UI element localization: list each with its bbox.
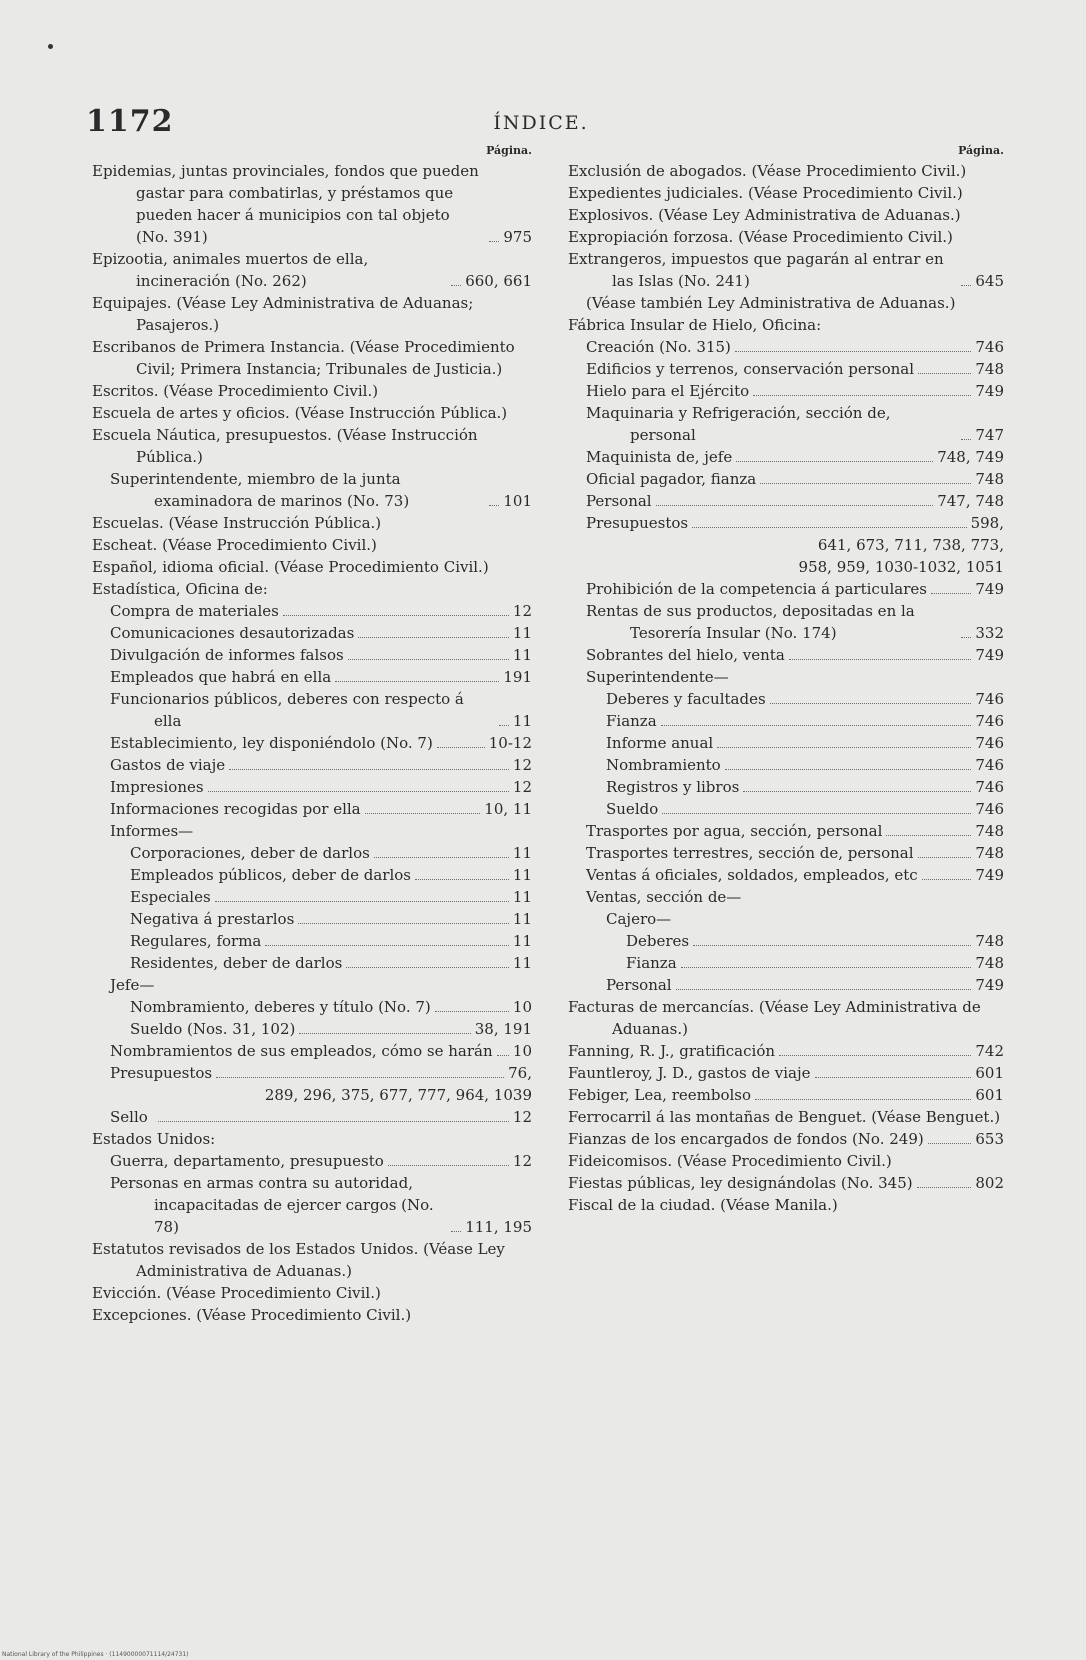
index-entry: [110, 688, 532, 732]
entry-text: Personal: [586, 492, 652, 510]
dot-leader: [346, 967, 509, 968]
entry-text: Personal: [606, 976, 672, 994]
entry-page: 598,: [970, 514, 1004, 532]
dot-leader: [451, 1231, 461, 1232]
index-entry: [110, 1040, 532, 1062]
entry-text: Trasportes por agua, sección, personal: [586, 822, 883, 840]
index-entry: [92, 1128, 532, 1150]
entry-text: Fábrica Insular de Hielo, Oficina:: [568, 316, 822, 334]
entry-text: Nombramiento, deberes y título (No. 7): [130, 998, 431, 1016]
index-entry: [586, 644, 1004, 666]
entry-text: Presupuestos: [110, 1064, 213, 1082]
index-entry: [110, 1172, 532, 1238]
index-entry: [568, 314, 1004, 336]
dot-leader: [489, 241, 499, 242]
dot-leader: [755, 1099, 971, 1100]
entry-page: 76,: [508, 1064, 532, 1082]
index-entry: [586, 842, 1004, 864]
index-entry: [606, 776, 1004, 798]
column-heading-right: Página.: [958, 144, 1004, 157]
dot-leader: [365, 813, 481, 814]
entry-text: Jefe—: [110, 976, 155, 994]
index-entry: [130, 930, 532, 952]
index-entry: [626, 930, 1004, 952]
index-column-right: [568, 142, 1004, 1216]
entry-text: Divulgación de informes falsos: [110, 646, 344, 664]
entry-page: 10, 11: [484, 800, 532, 818]
index-entry: [568, 1194, 1004, 1216]
entry-text: Escuelas. (Véase Instrucción Pública.): [92, 514, 382, 532]
dot-leader: [415, 879, 509, 880]
dot-leader: [229, 769, 509, 770]
entry-page: 746: [975, 338, 1004, 356]
dot-leader: [298, 923, 509, 924]
entry-page: 742: [975, 1042, 1004, 1060]
index-entry: [586, 468, 1004, 490]
page-number: 1172: [86, 104, 174, 139]
dot-leader: [662, 813, 971, 814]
entry-text: Edificios y terrenos, conservación personal: [586, 360, 915, 378]
entry-text: Fianzas de los encargados de fondos (No. 249): [568, 1130, 924, 1148]
entry-page: 748: [975, 360, 1004, 378]
entry-text: Extrangeros, impuestos que pagarán al entrar en las Islas (No. 241): [568, 250, 944, 290]
entry-text: Facturas de mercancías. (Véase Ley Administrativa de Aduanas.): [568, 998, 981, 1038]
index-entry: [110, 974, 532, 996]
index-entry: [130, 864, 532, 886]
entry-page: 653: [975, 1130, 1004, 1148]
index-entry: [222, 1084, 532, 1106]
index-column-left: [92, 142, 532, 1326]
entry-page: 749: [975, 976, 1004, 994]
index-entry: [568, 996, 1004, 1040]
entry-text: Funcionarios públicos, deberes con respecto á ella: [110, 690, 464, 730]
entry-page: 111, 195: [465, 1218, 532, 1236]
index-entry: [110, 622, 532, 644]
entry-text: 641, 673, 711, 738, 773,: [817, 536, 1004, 554]
entry-page: 38, 191: [474, 1020, 532, 1038]
index-entry: [606, 710, 1004, 732]
index-entry: [110, 468, 532, 512]
index-entry: [110, 820, 532, 842]
index-entry: [568, 1172, 1004, 1194]
entry-text: Deberes: [626, 932, 690, 950]
entry-text: Ventas, sección de—: [586, 888, 742, 906]
dot-leader: [760, 483, 971, 484]
dot-leader: [358, 637, 509, 638]
entry-text: Superintendente—: [586, 668, 729, 686]
index-entry: [568, 1084, 1004, 1106]
entry-text: Ferrocarril á las montañas de Benguet. (Véase Benguet.): [568, 1108, 1001, 1126]
dot-leader: [216, 1077, 504, 1078]
entry-page: 11: [512, 624, 532, 642]
dot-leader: [692, 527, 967, 528]
entry-text: Oficial pagador, fianza: [586, 470, 757, 488]
index-entry: [568, 1106, 1004, 1128]
entry-text: Empleados que habrá en ella: [110, 668, 332, 686]
entry-text: Establecimiento, ley disponiéndolo (No. 7): [110, 734, 433, 752]
entry-text: Regulares, forma: [130, 932, 262, 950]
entry-page: 975: [503, 228, 532, 246]
index-entry: [698, 556, 1004, 578]
entry-text: Escuela de artes y oficios. (Véase Instrucción Pública.): [92, 404, 508, 422]
index-entry: [568, 1150, 1004, 1172]
index-entry: [568, 226, 1004, 248]
entry-page: 749: [975, 646, 1004, 664]
entry-page: 12: [512, 778, 532, 796]
dot-leader: [743, 791, 971, 792]
entry-page: 101: [503, 492, 532, 510]
entry-page: 746: [975, 800, 1004, 818]
footer-credit: National Library of the Philippines · (11490000071114/24731): [2, 1651, 189, 1658]
column-heading-left: Página.: [486, 144, 532, 157]
dot-leader: [451, 285, 461, 286]
entry-page: 660, 661: [465, 272, 532, 290]
dot-leader: [348, 659, 509, 660]
dot-leader: [789, 659, 972, 660]
entry-page: 748, 749: [937, 448, 1004, 466]
index-entry: [110, 776, 532, 798]
index-entry: [568, 182, 1004, 204]
index-entry: [626, 952, 1004, 974]
index-entry: [92, 424, 532, 468]
index-entry: [606, 974, 1004, 996]
ink-speck: [48, 44, 53, 49]
entry-text: Epidemias, juntas provinciales, fondos que pueden gastar para combatirlas, y préstamos que pueden hacer á municipios con tal objeto (No. 391): [92, 162, 479, 246]
index-entry: [698, 534, 1004, 556]
dot-leader: [437, 747, 485, 748]
index-entry: [568, 248, 1004, 292]
index-entry: [92, 1304, 532, 1326]
entry-page: 11: [512, 712, 532, 730]
index-entry: [586, 490, 1004, 512]
index-entry: [110, 644, 532, 666]
entry-text: Informaciones recogidas por ella: [110, 800, 361, 818]
entry-text: Personas en armas contra su autoridad, incapacitadas de ejercer cargos (No. 78): [110, 1174, 434, 1236]
entry-page: 746: [975, 778, 1004, 796]
index-entry: [92, 336, 532, 380]
entry-page: 749: [975, 382, 1004, 400]
index-entry: [110, 1150, 532, 1172]
index-entry: [130, 952, 532, 974]
dot-leader: [736, 461, 933, 462]
entry-page: 191: [503, 668, 532, 686]
entry-page: 748: [975, 932, 1004, 950]
dot-leader: [770, 703, 972, 704]
dot-leader: [265, 945, 509, 946]
entry-page: 11: [512, 932, 532, 950]
entry-text: Gastos de viaje: [110, 756, 226, 774]
entry-text: Sueldo (Nos. 31, 102): [130, 1020, 296, 1038]
entry-text: Empleados públicos, deber de darlos: [130, 866, 412, 884]
dot-leader: [681, 967, 972, 968]
index-entry: [586, 292, 1004, 314]
dot-leader: [215, 901, 509, 902]
entry-text: Epizootia, animales muertos de ella, incineración (No. 262): [92, 250, 369, 290]
entry-text: Maquinista de, jefe: [586, 448, 733, 466]
index-entry: [586, 864, 1004, 886]
index-entry: [586, 886, 1004, 908]
dot-leader: [917, 1187, 972, 1188]
entry-text: Español, idioma oficial. (Véase Procedimiento Civil.): [92, 558, 489, 576]
entry-page: 11: [512, 888, 532, 906]
entry-text: Febiger, Lea, reembolso: [568, 1086, 752, 1104]
index-entry: [110, 754, 532, 776]
entry-text: Exclusión de abogados. (Véase Procedimiento Civil.): [568, 162, 967, 180]
entry-page: 601: [975, 1064, 1004, 1082]
entry-text: Comunicaciones desautorizadas: [110, 624, 355, 642]
entry-page: 12: [512, 602, 532, 620]
index-entry: [606, 688, 1004, 710]
entry-text: Fianza: [606, 712, 657, 730]
index-entry: [130, 908, 532, 930]
entry-page: 748: [975, 844, 1004, 862]
entry-page: 746: [975, 712, 1004, 730]
entry-text: Fideicomisos. (Véase Procedimiento Civil.): [568, 1152, 892, 1170]
entry-text: Deberes y facultades: [606, 690, 766, 708]
index-entry: [130, 886, 532, 908]
entry-text: 958, 959, 1030-1032, 1051: [798, 558, 1004, 576]
dot-leader: [886, 835, 971, 836]
dot-leader: [374, 857, 509, 858]
entry-text: Estatutos revisados de los Estados Unidos. (Véase Ley Administrativa de Aduanas.): [92, 1240, 505, 1280]
dot-leader: [961, 285, 971, 286]
dot-leader: [931, 593, 971, 594]
entry-page: 11: [512, 844, 532, 862]
dot-leader: [918, 373, 971, 374]
dot-leader: [497, 1055, 509, 1056]
index-entry: [568, 1062, 1004, 1084]
entry-page: 748: [975, 822, 1004, 840]
entry-page: 748: [975, 954, 1004, 972]
index-entry: [92, 512, 532, 534]
index-entry: [92, 556, 532, 578]
entry-text: Guerra, departamento, presupuesto: [110, 1152, 384, 1170]
entry-text: Trasportes terrestres, sección de, personal: [586, 844, 914, 862]
entry-text: Nombramiento: [606, 756, 721, 774]
entries-left: [92, 160, 532, 1326]
entry-text: Superintendente, miembro de la junta examinadora de marinos (No. 73): [110, 470, 410, 510]
entry-text: Sobrantes del hielo, venta: [586, 646, 785, 664]
index-entry: [110, 1106, 532, 1128]
dot-leader: [918, 857, 972, 858]
running-head: ÍNDICE.: [493, 112, 589, 134]
entry-text: Equipajes. (Véase Ley Administrativa de Aduanas; Pasajeros.): [92, 294, 474, 334]
entry-page: 11: [512, 866, 532, 884]
dot-leader: [815, 1077, 972, 1078]
entries-right: [568, 160, 1004, 1216]
entry-page: 601: [975, 1086, 1004, 1104]
entry-text: Presupuestos: [586, 514, 689, 532]
entry-text: Sello: [110, 1108, 148, 1126]
dot-leader: [922, 879, 972, 880]
index-entry: [110, 732, 532, 754]
entry-text: Creación (No. 315): [586, 338, 731, 356]
index-entry: [586, 336, 1004, 358]
dot-leader: [656, 505, 934, 506]
entry-text: Prohibición de la competencia á particulares: [586, 580, 927, 598]
entry-text: Compra de materiales: [110, 602, 279, 620]
entry-text: Expropiación forzosa. (Véase Procedimiento Civil.): [568, 228, 953, 246]
index-entry: [568, 1128, 1004, 1150]
entry-text: Impresiones: [110, 778, 204, 796]
entry-page: 12: [512, 1108, 532, 1126]
entry-text: 289, 296, 375, 677, 777, 964, 1039: [264, 1086, 532, 1104]
entry-text: Cajero—: [606, 910, 672, 928]
entry-page: 746: [975, 734, 1004, 752]
entry-text: Rentas de sus productos, depositadas en la Tesorería Insular (No. 174): [586, 602, 915, 642]
dot-leader: [928, 1143, 972, 1144]
index-entry: [586, 820, 1004, 842]
index-entry: [586, 402, 1004, 446]
entry-page: 11: [512, 954, 532, 972]
index-entry: [92, 1282, 532, 1304]
entry-text: Informes—: [110, 822, 194, 840]
entry-text: Residentes, deber de darlos: [130, 954, 343, 972]
dot-leader: [299, 1033, 470, 1034]
entry-text: Fanning, R. J., gratificación: [568, 1042, 776, 1060]
dot-leader: [335, 681, 499, 682]
entry-text: Ventas á oficiales, soldados, empleados, etc: [586, 866, 918, 884]
entry-page: 12: [512, 1152, 532, 1170]
index-entry: [586, 358, 1004, 380]
dot-leader: [499, 725, 509, 726]
entry-page: 12: [512, 756, 532, 774]
index-entry: [586, 512, 1004, 534]
page-header: [86, 104, 996, 144]
entry-page: 10: [512, 1042, 532, 1060]
index-entry: [92, 402, 532, 424]
index-entry: [110, 1062, 532, 1084]
entry-page: 746: [975, 756, 1004, 774]
entry-page: 11: [512, 910, 532, 928]
entry-text: Expedientes judiciales. (Véase Procedimiento Civil.): [568, 184, 963, 202]
entry-page: 746: [975, 690, 1004, 708]
entry-page: 10: [512, 998, 532, 1016]
index-entry: [92, 578, 532, 600]
entry-text: Fiscal de la ciudad. (Véase Manila.): [568, 1196, 838, 1214]
entry-text: Hielo para el Ejército: [586, 382, 750, 400]
index-entry: [130, 842, 532, 864]
entry-text: Fiestas públicas, ley designándolas (No. 345): [568, 1174, 913, 1192]
index-entry: [92, 292, 532, 336]
entry-text: Sueldo: [606, 800, 659, 818]
index-entry: [586, 446, 1004, 468]
index-entry: [586, 666, 1004, 688]
entry-page: 332: [975, 624, 1004, 642]
entry-page: 645: [975, 272, 1004, 290]
entry-text: Fianza: [626, 954, 677, 972]
index-entry: [92, 160, 532, 248]
index-entry: [92, 248, 532, 292]
entry-text: Negativa á prestarlos: [130, 910, 295, 928]
dot-leader: [725, 769, 972, 770]
entry-text: Maquinaria y Refrigeración, sección de, personal: [586, 404, 891, 444]
dot-leader: [208, 791, 509, 792]
entry-text: Evicción. (Véase Procedimiento Civil.): [92, 1284, 381, 1302]
entry-page: 749: [975, 580, 1004, 598]
index-entry: [606, 754, 1004, 776]
dot-leader: [779, 1055, 971, 1056]
dot-leader: [661, 725, 972, 726]
entry-text: Escribanos de Primera Instancia. (Véase Procedimiento Civil; Primera Instancia; Tribunales de Justicia.): [92, 338, 515, 378]
index-entry: [606, 908, 1004, 930]
entry-page: 10-12: [488, 734, 532, 752]
index-entry: [606, 732, 1004, 754]
dot-leader: [693, 945, 971, 946]
index-entry: [586, 578, 1004, 600]
entry-text: Registros y libros: [606, 778, 740, 796]
index-entry: [586, 600, 1004, 644]
index-entry: [568, 204, 1004, 226]
entry-text: Informe anual: [606, 734, 714, 752]
index-entry: [110, 798, 532, 820]
entry-page: 749: [975, 866, 1004, 884]
index-entry: [586, 380, 1004, 402]
entry-text: Excepciones. (Véase Procedimiento Civil.): [92, 1306, 412, 1324]
dot-leader: [717, 747, 971, 748]
index-entry: [92, 380, 532, 402]
entry-text: Corporaciones, deber de darlos: [130, 844, 370, 862]
entry-text: Escheat. (Véase Procedimiento Civil.): [92, 536, 377, 554]
index-entry: [568, 160, 1004, 182]
entry-text: Estados Unidos:: [92, 1130, 216, 1148]
dot-leader: [158, 1121, 509, 1122]
dot-leader: [676, 989, 972, 990]
entry-text: Escritos. (Véase Procedimiento Civil.): [92, 382, 379, 400]
entry-text: Nombramientos de sus empleados, cómo se harán: [110, 1042, 493, 1060]
index-entry: [568, 1040, 1004, 1062]
entry-text: Especiales: [130, 888, 211, 906]
entry-text: Estadística, Oficina de:: [92, 580, 268, 598]
entry-page: 802: [975, 1174, 1004, 1192]
entry-text: Fauntleroy, J. D., gastos de viaje: [568, 1064, 811, 1082]
dot-leader: [489, 505, 499, 506]
dot-leader: [283, 615, 509, 616]
dot-leader: [735, 351, 971, 352]
entry-page: 748: [975, 470, 1004, 488]
index-entry: [606, 798, 1004, 820]
dot-leader: [388, 1165, 509, 1166]
dot-leader: [961, 439, 971, 440]
dot-leader: [753, 395, 971, 396]
index-entry: [110, 666, 532, 688]
entry-text: Escuela Náutica, presupuestos. (Véase Instrucción Pública.): [92, 426, 478, 466]
index-entry: [92, 1238, 532, 1282]
dot-leader: [961, 637, 971, 638]
index-entry: [92, 534, 532, 556]
entry-page: 747: [975, 426, 1004, 444]
dot-leader: [435, 1011, 509, 1012]
index-entry: [110, 600, 532, 622]
entry-page: 11: [512, 646, 532, 664]
entry-text: Explosivos. (Véase Ley Administrativa de Aduanas.): [568, 206, 961, 224]
entry-page: 747, 748: [937, 492, 1004, 510]
index-entry: [130, 1018, 532, 1040]
entry-text: (Véase también Ley Administrativa de Aduanas.): [586, 294, 956, 312]
index-entry: [130, 996, 532, 1018]
